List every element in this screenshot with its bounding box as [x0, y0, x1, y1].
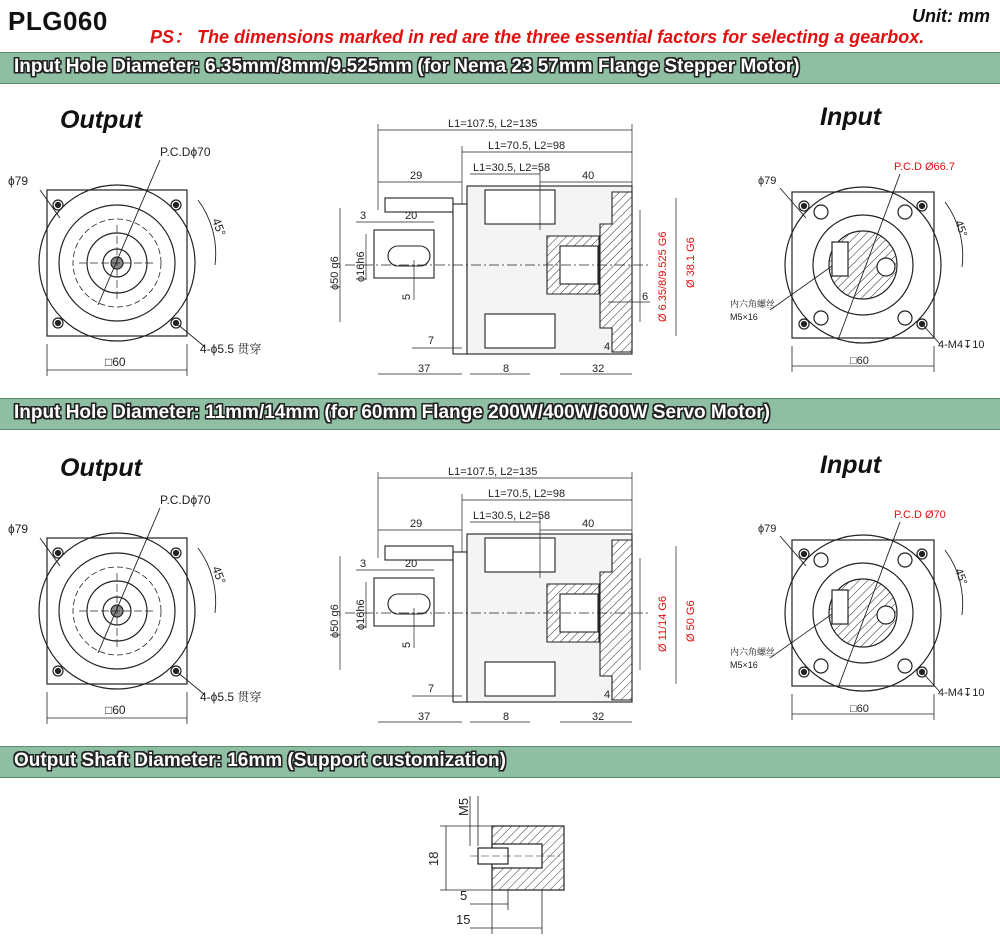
dim-29: 29: [410, 170, 423, 182]
dim-4: 4: [604, 689, 611, 701]
dim-20: 20: [405, 558, 418, 570]
banner-text: Input Hole Diameter: 11mm/14mm (for 60mm Flange 200W/400W/600W Servo Motor): [14, 402, 770, 423]
output-title: Output: [60, 454, 142, 482]
dim-29: 29: [410, 518, 423, 530]
shaft-dim-15: 15: [456, 912, 471, 927]
output-pcd-label: P.C.Dϕ70: [160, 493, 211, 507]
side-length-total: L1=107.5, L2=135: [448, 118, 538, 130]
output-holes-label: 4-ϕ5.5 贯穿: [200, 342, 262, 356]
input-screw-label: 内六角螺丝: [730, 299, 776, 309]
section-banner-stepper: [0, 52, 1000, 84]
input-pcd-label: P.C.D Ø66.7: [894, 161, 955, 173]
dim-37: 37: [418, 363, 431, 375]
dim-40: 40: [582, 170, 595, 182]
drawing-group-stepper: [0, 90, 1000, 390]
unit-label: Unit: mm: [912, 6, 990, 26]
input-angle-label: 45°: [952, 566, 970, 587]
input-dia-label: ϕ79: [758, 523, 777, 535]
banner-text: Output Shaft Diameter: 16mm (Support customization): [14, 750, 506, 771]
input-screw-size: M5×16: [730, 660, 758, 670]
dim-pilot-red: Ø 38.1 G6: [685, 237, 697, 288]
shaft-thread-label: M5: [456, 797, 471, 816]
dim-pilot-red: Ø 50 G6: [685, 600, 697, 642]
dim-bore-red: Ø 11/14 G6: [657, 595, 669, 652]
dim-3: 3: [360, 558, 367, 570]
dim-7: 7: [428, 683, 435, 695]
shaft-end-detail: [0, 786, 1000, 936]
dim-37: 37: [418, 711, 431, 723]
dim-8: 8: [503, 363, 510, 375]
side-length-short: L1=30.5, L2=58: [473, 162, 551, 174]
dim-8: 8: [503, 711, 510, 723]
dim-shaft: ϕ50 g6: [329, 256, 341, 290]
dim-4: 4: [604, 341, 611, 353]
input-dia-label: ϕ79: [758, 175, 777, 187]
input-view: [770, 103, 963, 372]
model-title: PLG060: [8, 6, 108, 36]
dim-40: 40: [582, 518, 595, 530]
output-dia-label: ϕ79: [8, 522, 29, 536]
side-length-mid: L1=70.5, L2=98: [488, 140, 566, 152]
dim-3: 3: [360, 210, 367, 222]
dim-32: 32: [592, 363, 605, 375]
dim-32: 32: [592, 711, 605, 723]
input-title: Input: [820, 103, 882, 131]
shaft-dim-18: 18: [426, 851, 441, 866]
input-pcd-label: P.C.D Ø70: [894, 509, 946, 521]
dim-key: ϕ16h6: [355, 251, 367, 282]
output-angle-label: 45°: [209, 564, 229, 587]
output-angle-label: 45°: [209, 216, 229, 239]
output-title: Output: [60, 106, 142, 134]
input-square-label: □60: [850, 703, 869, 715]
dim-5: 5: [401, 641, 413, 648]
ps-note: PS： The dimensions marked in red are the three essential factors for selecting a gearbox.: [150, 27, 925, 47]
drawing-group-servo: [0, 438, 1000, 738]
dim-5: 5: [401, 293, 413, 300]
input-tapped-label: 4-M4↧10: [938, 339, 985, 351]
output-square-label: □60: [105, 355, 126, 369]
shaft-dim-5: 5: [460, 888, 468, 903]
side-length-mid: L1=70.5, L2=98: [488, 488, 566, 500]
dim-20: 20: [405, 210, 418, 222]
output-dia-label: ϕ79: [8, 174, 29, 188]
input-view: [770, 451, 963, 720]
banner-text: Input Hole Diameter: 6.35mm/8mm/9.525mm (for Nema 23 57mm Flange Stepper Motor): [14, 56, 800, 77]
dim-shaft: ϕ50 g6: [329, 604, 341, 638]
output-square-label: □60: [105, 703, 126, 717]
dim-bore-red: Ø 6.35/8/9.525 G6: [657, 231, 669, 322]
input-title: Input: [820, 451, 882, 479]
side-length-total: L1=107.5, L2=135: [448, 466, 538, 478]
output-pcd-label: P.C.Dϕ70: [160, 145, 211, 159]
input-tapped-label: 4-M4↧10: [938, 687, 985, 699]
input-square-label: □60: [850, 355, 869, 367]
input-screw-size: M5×16: [730, 312, 758, 322]
dim-key: ϕ16h6: [355, 599, 367, 630]
side-length-short: L1=30.5, L2=58: [473, 510, 551, 522]
input-angle-label: 45°: [952, 218, 970, 239]
input-screw-label: 内六角螺丝: [730, 647, 776, 657]
section-banner-shaft: [0, 746, 1000, 778]
section-banner-servo: [0, 398, 1000, 430]
dim-7: 7: [428, 335, 435, 347]
output-holes-label: 4-ϕ5.5 贯穿: [200, 690, 262, 704]
dim-6: 6: [642, 291, 649, 303]
